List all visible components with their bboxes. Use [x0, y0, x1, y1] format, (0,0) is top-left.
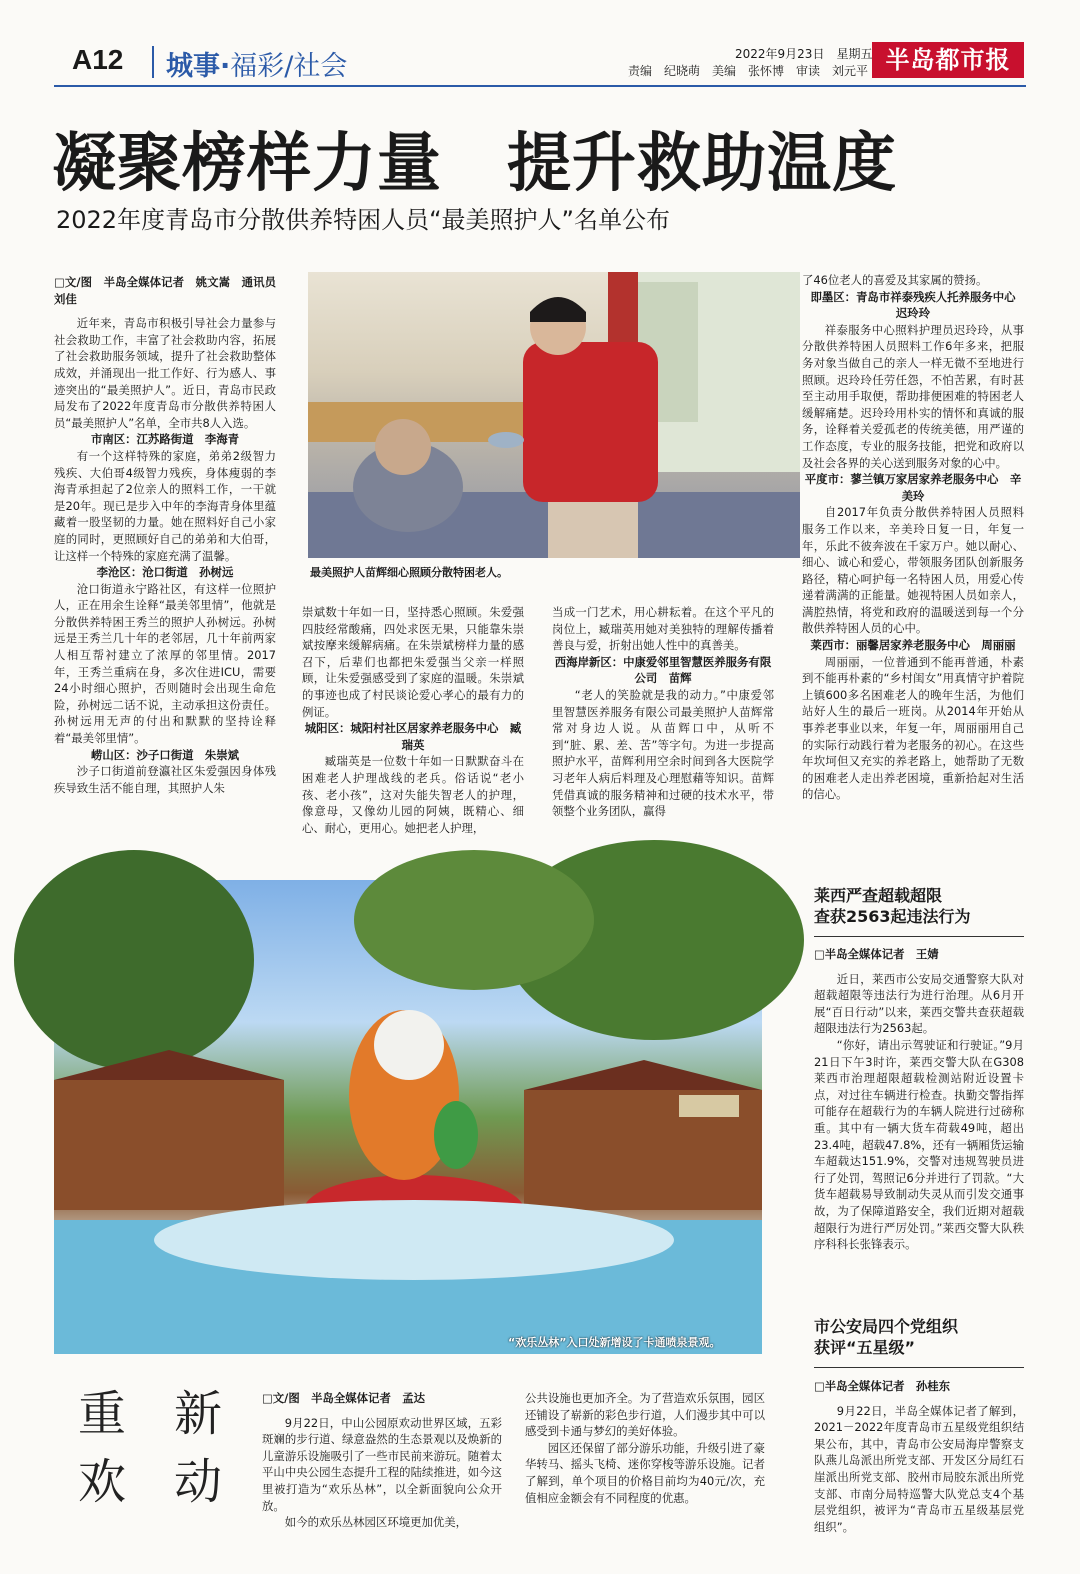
paragraph: 有一个这样特殊的家庭，弟弟2级智力残疾、大伯哥4级智力残疾，身体瘦弱的李海青承担起了2位亲人的照料工作，一干就是20年。现已是步入中年的李海青身体里蕴藏着一股坚韧的力量。她在照料好自己小家庭的同时，更照顾好自己的弟弟和大伯哥，让这样一个特殊的家庭充满了温馨。 — [54, 448, 276, 563]
paragraph: 沧口街道永宁路社区，有这样一位照护人，正在用余生诠释“最美邻里情”，他就是分散供养特困王秀兰的照护人孙树远。孙树远是王秀兰几十年的老邻居，几十年前两家人相互帮衬建立了浓厚的邻里情。2017年，王秀兰重病在身，多次住进ICU，需要24小时细心照护，否则随时会出现生命危险，孙树远二话不说，主动承担这份责任。孙树远用无声的付出和默默的坚持诠释着“最美邻里情”。 — [54, 581, 276, 746]
main-headline: 凝聚榜样力量 提升救助温度 — [52, 127, 897, 201]
paragraph: 自2017年负责分散供养特困人员照料服务工作以来，辛美玲日复一日，年复一年，乐此不彼奔波在千家万户。她以耐心、细心、诚心和爱心，带领服务团队创新服务路径，精心呵护每一名特困人员，用爱心传递着满满的正能量。她视特困人员如亲人，满腔热情，将党和政府的温暖送到每一个分散供养特困人员的心中。 — [802, 505, 1024, 636]
story3-byline: □半岛全媒体记者 王婧 — [814, 947, 939, 961]
header-rule — [54, 85, 1026, 87]
story4-title — [814, 1316, 1024, 1358]
header-divider — [152, 46, 154, 78]
story4-byline: □半岛全媒体记者 孙桂东 — [814, 1379, 951, 1393]
park-photo-drawing — [54, 880, 762, 1354]
section-sub: 福彩/社会 — [230, 51, 348, 82]
story2-title-char: 新 — [174, 1386, 223, 1442]
district-heading: 即墨区：青岛市祥泰残疾人托养服务中心 迟玲玲 — [810, 289, 1027, 321]
main-col-2 — [302, 604, 524, 840]
paragraph: 近年来，青岛市积极引导社会力量参与社会救助工作，丰富了社会救助内容，拓展了社会救助服务领域，提升了社会救助整体成效，并涌现出一批工作好、行为感人、事迹突出的“最美照护人”。近日，青岛市民政局发布了2022年度青岛市分散供养特困人员“最美照护人”名单，全市共8人入选。 — [54, 316, 276, 430]
section-main: 城事· — [166, 51, 231, 82]
district-heading: 平度市：蓼兰镇万家居家养老服务中心 辛美玲 — [804, 472, 1022, 503]
paragraph: 当成一门艺术，用心耕耘着。在这个平凡的岗位上，臧瑞英用她对美独特的理解传播着善良与爱，折射出她人性中的真善美。 — [552, 605, 774, 653]
story3-body — [814, 946, 1024, 1276]
story4-text — [814, 1403, 1024, 1536]
paragraph: 臧瑞英是一位数十年如一日默默奋斗在困难老人护理战线的老兵。俗话说“老小孩、老小孩”，这对失能失智老人的护理，像意母，又像幼儿园的阿姨，既精心、细心、耐心，更用心。她把老人护理， — [302, 754, 524, 835]
issue-date: 2022年9月23日 星期五 — [735, 47, 873, 61]
story2-byline: □文/图 半岛全媒体记者 孟达 — [262, 1391, 426, 1405]
main-col-3 — [552, 604, 774, 840]
story2-title-char: 欢 — [78, 1454, 127, 1510]
park-photo — [54, 880, 762, 1354]
story2-col-1 — [262, 1390, 502, 1568]
editor-credits: 责编 纪晓萌 美编 张怀博 审读 刘元平 — [628, 64, 869, 78]
story4-title-line1: 市公安局四个党组织 — [814, 1317, 959, 1336]
story4-body — [814, 1378, 1024, 1568]
caregiver-photo-drawing — [308, 272, 800, 558]
story2-title-char: 动 — [174, 1454, 223, 1510]
caregiver-photo — [308, 272, 800, 558]
page-number: A12 — [72, 44, 124, 75]
paragraph: 公共设施也更加齐全。为了营造欢乐氛围，园区还铺设了崭新的彩色步行道，人们漫步其中可以感受到卡通与梦幻的美好体验。 — [525, 1391, 765, 1439]
district-heading: 崂山区：沙子口街道 朱崇斌 — [90, 747, 240, 762]
paragraph: “你好，请出示驾驶证和行驶证。”9月21日下午3时许，莱西交警大队在G308莱西市治理超限超载检测站附近设置卡点，对过往车辆进行检查。执勤交警指挥可能存在超载行为的车辆人院进行过磅称重。其中有一辆大货车荷载49吨，超出23.4吨，超载47.8%，还有一辆厢货运输车超载达151.9%，交警对违规驾驶员进行了处罚，驾照记6分并进行了罚款。“大货车超载易导致制动失灵从而引发交通事故，为了保障道路安全，我们近期对超载超限行为进行严厉处罚。”莱西交警大队秩序科科长张锋表示。 — [814, 1037, 1024, 1252]
paragraph: 近日，莱西市公安局交通警察大队对超载超限等违法行为进行治理。从6月开展“百日行动”以来，莱西交警共查获超载超限违法行为2563起。 — [814, 971, 1024, 1036]
story3-title-line1: 莱西严查超载超限 — [814, 886, 943, 905]
paragraph: 9月22日，中山公园原欢动世界区域，五彩斑斓的步行道、绿意盎然的生态景观以及焕新的儿童游乐设施吸引了一些市民前来游玩。随着太平山中央公园生态提升工程的陆续推进，如今这里被打造为“欢乐丛林”，以全新面貌向公众开放。 — [262, 1415, 502, 1513]
story2-title-char: 重 — [78, 1386, 127, 1442]
main-byline: □文/图 半岛全媒体记者 姚文嵩 通讯员 刘佳 — [54, 275, 288, 306]
paragraph: 祥泰服务中心照料护理员迟玲玲，从事分散供养特困人员照料工作6年多来，把服务对象当做自己的亲人一样无微不至地进行照顾。迟玲玲任劳任怨，不怕苦累，有时甚至主动用手取便，帮助排便困难的特困老人缓解痛楚。迟玲玲用朴实的情怀和真诚的服务，诠释着关爱孤老的传统美德，用严谨的工作态度，专业的服务技能，把党和政府以及社会各界的关心送到服务对象的心中。 — [802, 322, 1024, 470]
main-col-4 — [802, 272, 1027, 840]
district-heading: 城阳区：城阳村社区居家养老服务中心 臧瑞英 — [304, 721, 522, 752]
paragraph: 园区还保留了部分游乐功能，升级引进了豪华转马、摇头飞椅、迷你穿梭等游乐设施。记者了解到，单个项目的价格目前均为40元/次，充值相应金额会有不同程度的优惠。 — [525, 1440, 765, 1505]
section-title — [166, 44, 347, 83]
paragraph: “老人的笑脸就是我的动力。”中康爱邻里智慧医养服务有限公司最美照护人苗辉常常对身边人说。从苗辉口中，从听不到“脏、累、差、苦”等字句。为进一步提高照护水平，苗辉利用空余时间到各大医院学习老年人病后料理及心理慰藉等知识。苗辉凭借真诚的服务精神和过硬的技术水平，带领整个业务团队，赢得 — [552, 687, 774, 819]
park-photo-caption: “欢乐丛林”入口处新增设了卡通喷泉景观。 — [508, 1336, 721, 1349]
story2-col-2 — [525, 1390, 765, 1568]
main-col-1 — [54, 274, 288, 840]
caregiver-photo-caption: 最美照护人苗辉细心照顾分散特困老人。 — [310, 566, 508, 579]
paragraph: 崇斌数十年如一日，坚持悉心照顾。朱爱强四肢经常酸痛，四处求医无果，只能靠朱崇斌按摩来缓解病痛。在朱崇斌榜样力量的感召下，后辈们也都把朱爱强当父亲一样照顾，让朱爱强感受到了家庭的温暖。朱崇斌的事迹也成了村民谈论爱心孝心的最有力的例证。 — [302, 605, 524, 719]
main-subhead: 2022年度青岛市分散供养特困人员“最美照护人”名单公布 — [56, 206, 670, 234]
story3-title — [814, 885, 1024, 927]
story3-rule — [814, 936, 1024, 937]
newspaper-logo: 半岛都市报 — [872, 42, 1024, 78]
paragraph: 周丽丽，一位普通到不能再普通，朴素到不能再朴素的“乡村闺女”用真情守护着院上镇600多名困难老人的晚年生活，为他们站好人生的最后一班岗。从2014年开始从事养老事业以来，年复一年，周丽丽用自己的实际行动践行着为老服务的初心。在这些年坎坷但又充实的养老路上，她帮助了无数的困难老人走出养老困境，重新拾起对生活的信心。 — [802, 654, 1024, 802]
story4-rule — [814, 1367, 1024, 1368]
paragraph: 9月22日，半岛全媒体记者了解到，2021－2022年度青岛市五星级党组织结果公布，其中，青岛市公安局海岸警察支队燕儿岛派出所党支部、开发区分局红石崖派出所党支部、胶州市局胶东派出所党支部、市南分局特巡警大队党总支4个基层党组织，被评为“青岛市五星级基层党组织”。 — [814, 1403, 1024, 1534]
story2-col-1-body — [262, 1415, 502, 1531]
story3-title-line2: 查获2563起违法行为 — [814, 907, 971, 926]
story2-title — [78, 1380, 228, 1516]
district-heading: 市南区：江苏路街道 李海青 — [90, 432, 240, 447]
story4-title-line2: 获评“五星级” — [814, 1338, 916, 1357]
district-heading: 莱西市：丽馨居家养老服务中心 周丽丽 — [810, 638, 1016, 653]
district-heading: 李沧区：沧口街道 孙树远 — [96, 565, 234, 580]
paragraph: 如今的欢乐丛林园区环境更加优美， — [284, 1515, 468, 1530]
district-heading: 西海岸新区：中康爱邻里智慧医养服务有限公司 苗辉 — [554, 654, 772, 686]
story3-text — [814, 971, 1024, 1253]
paragraph: 沙子口街道前登瀛社区朱爱强因身体残疾导致生活不能自理，其照护人朱 — [54, 764, 276, 795]
main-col-1-body — [54, 315, 276, 796]
paragraph: 了46位老人的喜爱及其家属的赞扬。 — [802, 273, 988, 287]
